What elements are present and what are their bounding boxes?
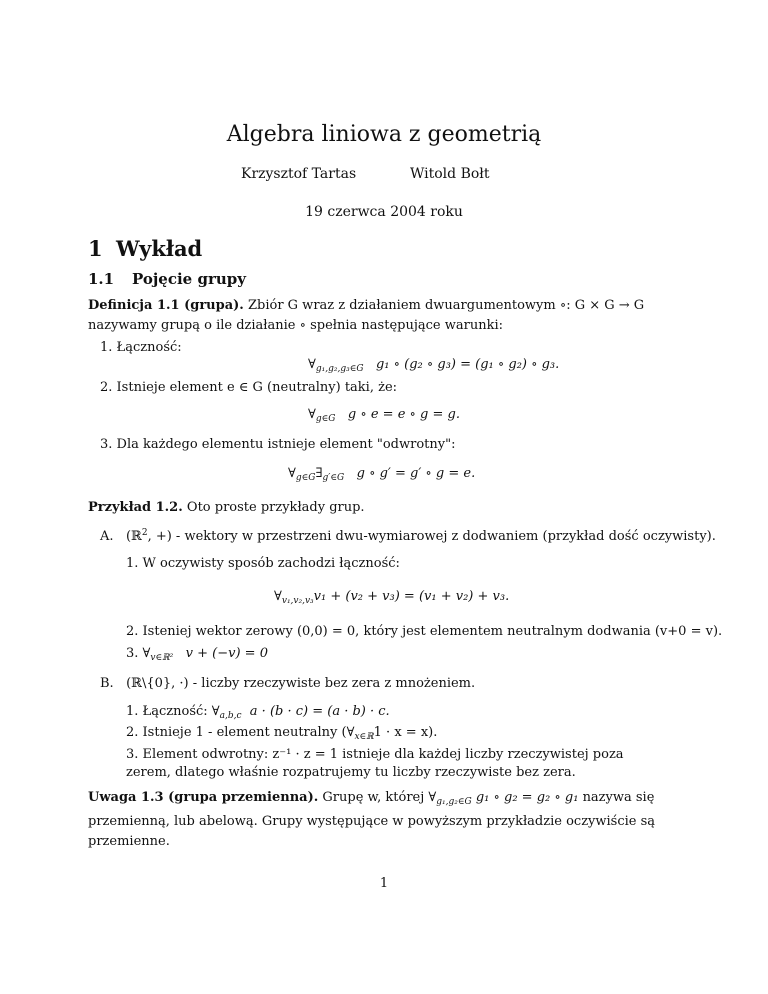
item-number: 1. bbox=[126, 556, 139, 571]
definition-text: Zbiór G wraz z działaniem dwuargumentowym ∘: G × G → G nazywamy grupą o ile działanie ∘ spełnia następujące warunki: bbox=[88, 298, 645, 333]
item-text: Dla każdego elementu istnieje element "odwrotny": bbox=[116, 437, 456, 452]
list-item: 2. Istnieje 1 - element neutralny $(\forall_{x\in ℝ}1 \cdot x = x)$. bbox=[126, 725, 438, 742]
item-number: 3. bbox=[126, 747, 139, 762]
author-name: Witold Bołt bbox=[410, 166, 490, 182]
item-number: 1. bbox=[100, 340, 113, 355]
document-date: 19 czerwca 2004 roku bbox=[305, 204, 463, 220]
example-text: Oto proste przykłady grup. bbox=[186, 500, 365, 515]
example-case-b: B. (ℝ\{0}, ·) - liczby rzeczywiste bez zera z mnożeniem. bbox=[100, 676, 476, 691]
case-letter: A. bbox=[100, 529, 114, 544]
subsection-number: 1.1 bbox=[88, 270, 115, 288]
section-title: Wykład bbox=[116, 236, 203, 261]
item-number: 1. bbox=[126, 704, 139, 719]
definition-paragraph bbox=[88, 296, 680, 336]
item-text: Łączność: bbox=[116, 340, 182, 355]
list-item bbox=[126, 556, 400, 571]
item-number: 2. bbox=[100, 380, 113, 395]
author-name: Krzysztof Tartas bbox=[241, 166, 357, 182]
example-label: Przykład 1.2. bbox=[88, 500, 183, 515]
item-text: Istnieje element e ∈ G (neutralny) taki, że: bbox=[116, 380, 398, 395]
item-number: 2. bbox=[126, 725, 139, 740]
equation: $\forall_{g_1,g_2,g_3\in G}$ g₁ ∘ (g₂ ∘ g₃) = (g₁ ∘ g₂) ∘ g₃. bbox=[308, 357, 560, 374]
list-item: 1. Łączność: $\forall_{a,b,c}$ a · (b · c) = (a · b) · c. bbox=[126, 704, 390, 721]
definition-label: Definicja 1.1 (grupa). bbox=[88, 298, 244, 313]
case-letter: B. bbox=[100, 676, 114, 691]
item-text: Element odwrotny: z⁻¹ · z = 1 istnieje dla każdej liczby rzeczywistej poza zerem, dlatego właśnie rozpatrujemy tu liczby rzeczywiste bez zera. bbox=[126, 747, 624, 780]
subsection-title: Pojęcie grupy bbox=[132, 270, 246, 288]
item-text: Isteniej wektor zerowy (0,0) = 0, który jest elementem neutralnym dodwania (v+0 = v). bbox=[142, 624, 723, 639]
definition-item bbox=[100, 437, 455, 452]
definition-item bbox=[100, 380, 397, 395]
remark-paragraph: Uwaga 1.3 (grupa przemienna). Grupę w, której $\forall_{g_1,g_2\in G}$ g₁ ∘ g₂ = g₂ ∘ g₁ nazywa się przemienną, lub abelową. Grupy występujące w powyższym przykładzie oczywiście są przemienne. bbox=[88, 790, 656, 849]
definition-item bbox=[100, 340, 182, 355]
document-title: Algebra liniowa z geometrią bbox=[226, 122, 542, 147]
item-number: 3. bbox=[100, 437, 113, 452]
equation: $\forall_{v_1,v_2,v_3}v_1 + (v_2 + v_3) = (v_1 + v_2) + v_3$. bbox=[274, 589, 510, 606]
equation: $\forall_{g\in G}$ g ∘ e = e ∘ g = g. bbox=[308, 407, 460, 424]
example-paragraph bbox=[88, 500, 365, 515]
item-text: W oczywisty sposób zachodzi łączność: bbox=[142, 556, 400, 571]
list-item bbox=[126, 624, 722, 639]
equation: $\forall_{g\in G}\exists_{g'\in G}$ g ∘ g′ = g′ ∘ g = e. bbox=[288, 466, 476, 483]
page-number: 1 bbox=[379, 876, 389, 891]
section-number: 1 bbox=[88, 236, 103, 261]
remark-label: Uwaga 1.3 (grupa przemienna). bbox=[88, 790, 319, 805]
list-item bbox=[126, 746, 646, 782]
list-item: 3. $\forall_{v\in ℝ^2}$ v + (−v) = 0 bbox=[126, 646, 268, 663]
example-case-a: A. (ℝ$^2$, +) - wektory w przestrzeni dwu-wymiarowej z dodwaniem (przykład dość oczywisty). bbox=[100, 528, 716, 544]
item-number: 2. bbox=[126, 624, 139, 639]
item-number: 3. bbox=[126, 646, 139, 661]
